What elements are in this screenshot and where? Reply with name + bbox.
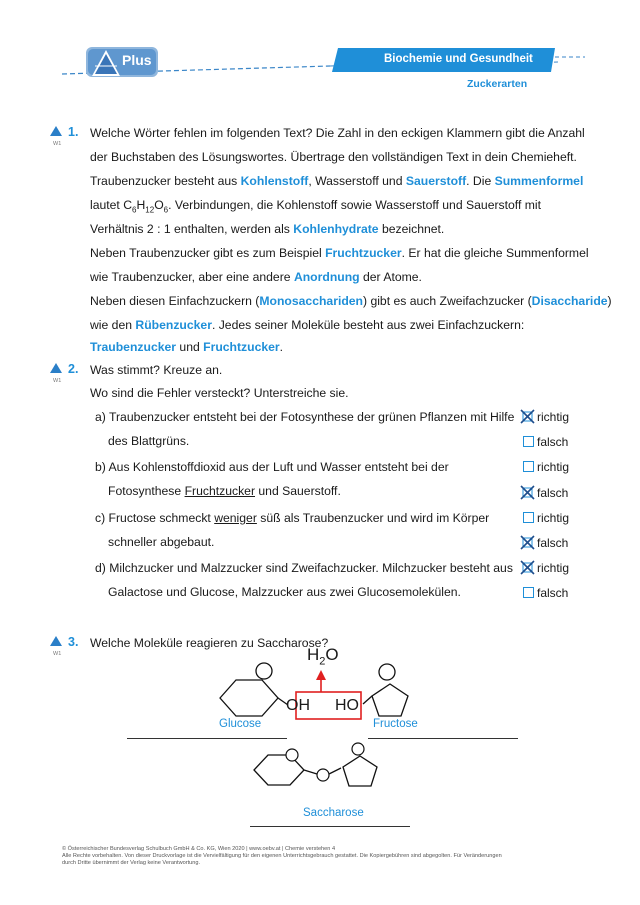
option-label: falsch	[537, 536, 569, 550]
task1-line: lautet $C_6H_{12}O_6$. Verbindungen, die Kohlenstoff sowie Wasserstoff und Sauerstoff mit	[90, 198, 541, 215]
statement-a-line1: a) Traubenzucker entsteht bei der Fotosynthese der grünen Pflanzen mit Hilfe	[95, 410, 515, 424]
statement-d-line2: Galactose und Glucose, Malzzucker aus zwei Glucosemolekülen.	[108, 585, 461, 599]
cross-mark-icon[interactable]	[520, 409, 535, 424]
statement-b-line2: Fotosynthese Fruchtzucker und Sauerstoff.	[108, 484, 341, 498]
task-number: 3.	[68, 635, 79, 649]
answer: Rübenzucker	[135, 318, 212, 332]
ho-group-right: HO	[335, 697, 359, 714]
banner-title: Biochemie und Gesundheit	[384, 53, 533, 65]
answer: Sauerstoff	[405, 174, 467, 188]
task2-question-1: Was stimmt? Kreuze an.	[90, 363, 223, 377]
task2-question-2: Wo sind die Fehler versteckt? Unterstreiche sie.	[90, 386, 349, 400]
footer-disclaimer: durch Dritte übernimmt der Verlag keine Verantwortung.	[62, 860, 201, 866]
statement-a-line2: des Blattgrüns.	[108, 434, 190, 448]
label-saccharose: Saccharose	[303, 807, 364, 819]
oh-group-left: OH	[286, 697, 310, 714]
cross-mark-icon[interactable]	[520, 485, 535, 500]
task3-question: Welche Moleküle reagieren zu Saccharose?	[90, 636, 329, 650]
header-graphic	[0, 0, 640, 95]
answer: Kohlenstoff	[240, 174, 309, 188]
option-label: falsch	[537, 586, 569, 600]
answer: Fruchtzucker	[203, 340, 280, 354]
footer-rights: Alle Rechte vorbehalten. Von dieser Druckvorlage ist die Vervielfältigung für den eigenen Unterrichtsgebrauch gestattet. Die Kopiergebühren sind abgegolten. Für Veränderungen	[62, 853, 502, 859]
label-fructose: Fructose	[373, 718, 418, 730]
task1-intro-2: der Buchstaben des Lösungswortes. Übertrage den vollständigen Text in dein Chemieheft.	[90, 150, 577, 164]
task1-line: Verhältnis 2 : 1 enthalten, werden als Kohlenhydrate bezeichnet.	[90, 222, 445, 236]
checkbox[interactable]	[523, 436, 534, 447]
task1-intro-1: Welche Wörter fehlen im folgenden Text? Die Zahl in den eckigen Klammern gibt die Anzahl	[90, 126, 585, 140]
task1-line: wie Traubenzucker, aber eine andere Anordnung der Atome.	[90, 270, 422, 284]
option-label: richtig	[537, 561, 570, 575]
answer: Disaccharide	[531, 294, 608, 308]
level-triangle-icon	[50, 363, 62, 373]
footer-copyright: © Österreichischer Bundesverlag Schulbuch GmbH & Co. KG, Wien 2020 | www.oebv.at | Chemie verstehen 4	[62, 846, 336, 852]
checkbox[interactable]	[523, 587, 534, 598]
task1-line: wie den Rübenzucker. Jedes seiner Moleküle besteht aus zwei Einfachzuckern:	[90, 318, 525, 332]
label-glucose: Glucose	[219, 718, 262, 730]
option-label: richtig	[537, 410, 570, 424]
answer-line[interactable]	[368, 738, 518, 739]
checkbox[interactable]	[523, 512, 534, 523]
page-subtitle: Zuckerarten	[467, 78, 528, 90]
answer: Kohlenhydrate	[293, 222, 379, 236]
answer-line[interactable]	[127, 738, 287, 739]
answer: Monosacchariden	[259, 294, 363, 308]
underlined-error: weniger	[214, 511, 257, 525]
task-number: 1.	[68, 125, 79, 139]
statement-b-line1: b) Aus Kohlenstoffdioxid aus der Luft und Wasser entsteht bei der	[95, 460, 449, 474]
cross-mark-icon[interactable]	[520, 535, 535, 550]
answer: Anordnung	[293, 270, 360, 284]
task-number: 2.	[68, 362, 79, 376]
level-label: W1	[53, 141, 62, 147]
level-triangle-icon	[50, 126, 62, 136]
level-triangle-icon	[50, 636, 62, 646]
option-label: richtig	[537, 460, 570, 474]
underlined-error: Fruchtzucker	[184, 484, 255, 498]
logo-text: Plus	[122, 52, 152, 68]
option-label: falsch	[537, 486, 569, 500]
checkbox[interactable]	[523, 461, 534, 472]
statement-c-line2: schneller abgebaut.	[108, 535, 215, 549]
statement-c-line1: c) Fructose schmeckt weniger süß als Traubenzucker und wird im Körper	[95, 511, 490, 525]
molecule-diagram	[200, 650, 520, 830]
task1-line: Traubenzucker besteht aus Kohlenstoff, Wasserstoff und Sauerstoff. Die Summenformel	[90, 174, 584, 188]
task1-line: Neben Traubenzucker gibt es zum Beispiel Fruchtzucker. Er hat die gleiche Summenformel	[90, 246, 589, 260]
answer-line[interactable]	[250, 826, 410, 827]
task1-line: Traubenzucker und Fruchtzucker.	[90, 340, 284, 354]
level-label: W1	[53, 378, 62, 384]
answer: Fruchtzucker	[325, 246, 402, 260]
statement-d-line1: d) Milchzucker und Malzzucker sind Zweifachzucker. Milchzucker besteht aus	[95, 561, 513, 575]
task1-line: Neben diesen Einfachzuckern (Monosacchariden) gibt es auch Zweifachzucker (Disaccharide)	[90, 294, 612, 308]
answer: Traubenzucker	[90, 340, 177, 354]
answer: Summenformel	[494, 174, 584, 188]
water-formula: $H_2O$	[307, 645, 339, 668]
option-label: richtig	[537, 511, 570, 525]
level-label: W1	[53, 651, 62, 657]
option-label: falsch	[537, 435, 569, 449]
cross-mark-icon[interactable]	[520, 560, 535, 575]
